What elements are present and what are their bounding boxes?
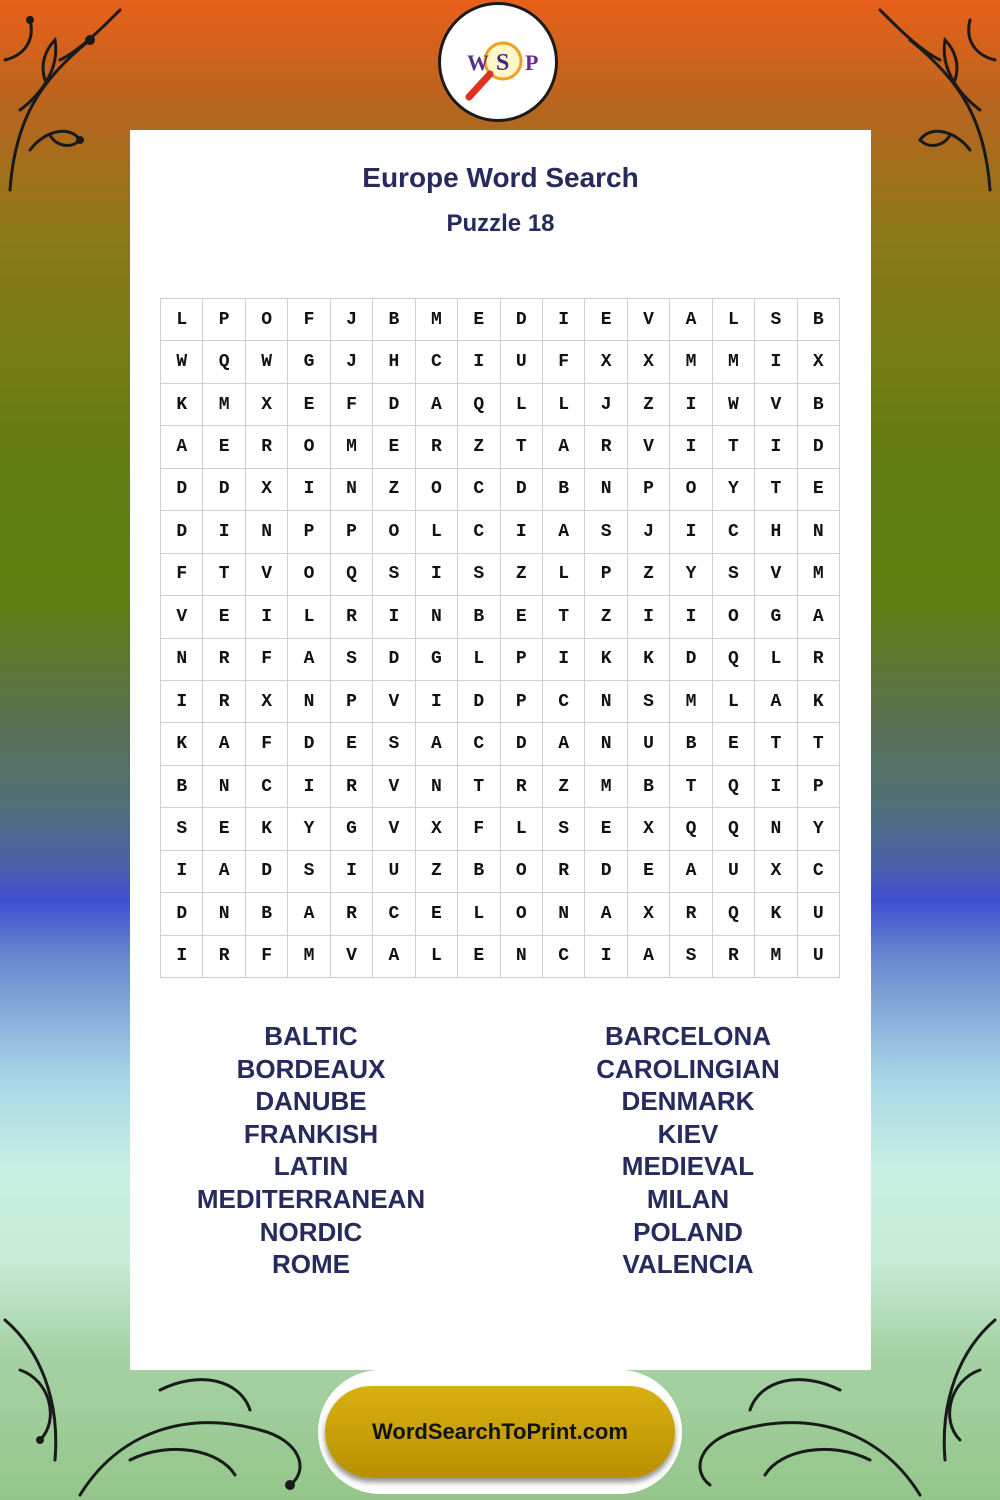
grid-cell[interactable]: L <box>288 596 330 638</box>
grid-cell[interactable]: B <box>246 893 288 935</box>
grid-cell[interactable]: X <box>585 341 627 383</box>
grid-cell[interactable]: T <box>543 596 585 638</box>
grid-cell[interactable]: X <box>416 808 458 850</box>
grid-cell[interactable]: K <box>628 639 670 681</box>
grid-cell[interactable]: K <box>246 808 288 850</box>
grid-cell[interactable]: Q <box>713 639 755 681</box>
grid-cell[interactable]: J <box>628 511 670 553</box>
grid-cell[interactable]: L <box>161 299 203 341</box>
grid-cell[interactable]: Q <box>670 808 712 850</box>
grid-cell[interactable]: A <box>161 426 203 468</box>
grid-cell[interactable]: R <box>331 596 373 638</box>
grid-cell[interactable]: X <box>246 681 288 723</box>
grid-cell[interactable]: I <box>331 851 373 893</box>
grid-cell[interactable]: R <box>713 936 755 978</box>
grid-cell[interactable]: O <box>288 426 330 468</box>
grid-cell[interactable]: G <box>755 596 797 638</box>
grid-cell[interactable]: R <box>246 426 288 468</box>
grid-cell[interactable]: E <box>203 426 245 468</box>
grid-cell[interactable]: B <box>373 299 415 341</box>
grid-cell[interactable]: N <box>416 596 458 638</box>
grid-cell[interactable]: P <box>331 511 373 553</box>
grid-cell[interactable]: N <box>246 511 288 553</box>
grid-cell[interactable]: L <box>713 681 755 723</box>
grid-cell[interactable]: D <box>161 893 203 935</box>
grid-cell[interactable]: D <box>670 639 712 681</box>
grid-cell[interactable]: B <box>458 596 500 638</box>
grid-cell[interactable]: E <box>458 936 500 978</box>
grid-cell[interactable]: A <box>288 893 330 935</box>
grid-cell[interactable]: L <box>416 936 458 978</box>
grid-cell[interactable]: Y <box>288 808 330 850</box>
grid-cell[interactable]: O <box>713 596 755 638</box>
grid-cell[interactable]: E <box>416 893 458 935</box>
wsp-logo[interactable] <box>438 2 558 122</box>
grid-cell[interactable]: U <box>501 341 543 383</box>
grid-cell[interactable]: D <box>458 681 500 723</box>
grid-cell[interactable]: J <box>331 341 373 383</box>
grid-cell[interactable]: X <box>755 851 797 893</box>
grid-cell[interactable]: M <box>331 426 373 468</box>
grid-cell[interactable]: T <box>755 469 797 511</box>
grid-cell[interactable]: I <box>203 511 245 553</box>
grid-cell[interactable]: T <box>203 554 245 596</box>
grid-cell[interactable]: P <box>585 554 627 596</box>
grid-cell[interactable]: S <box>628 681 670 723</box>
grid-cell[interactable]: A <box>670 851 712 893</box>
grid-cell[interactable]: D <box>798 426 840 468</box>
logo-letter-w: W <box>467 50 489 75</box>
grid-cell[interactable]: D <box>203 469 245 511</box>
word-item: KIEV <box>657 1118 719 1149</box>
word-item: BALTIC <box>264 1021 358 1051</box>
grid-cell[interactable]: N <box>416 766 458 808</box>
grid-cell[interactable]: I <box>288 469 330 511</box>
word-item: MEDITERRANEAN <box>196 1183 426 1214</box>
grid-cell[interactable]: C <box>458 723 500 765</box>
grid-cell[interactable]: C <box>246 766 288 808</box>
grid-cell[interactable]: A <box>288 639 330 681</box>
grid-cell[interactable]: I <box>543 639 585 681</box>
grid-cell[interactable]: E <box>203 808 245 850</box>
grid-cell[interactable]: Y <box>670 554 712 596</box>
grid-cell[interactable]: A <box>798 596 840 638</box>
grid-cell[interactable]: O <box>670 469 712 511</box>
grid-cell[interactable]: C <box>458 469 500 511</box>
grid-cell[interactable]: I <box>373 596 415 638</box>
grid-cell[interactable]: S <box>331 639 373 681</box>
grid-cell[interactable]: B <box>543 469 585 511</box>
grid-cell[interactable]: X <box>246 469 288 511</box>
grid-cell[interactable]: Z <box>585 596 627 638</box>
grid-cell[interactable]: A <box>203 723 245 765</box>
word-item: CAROLINGIAN <box>596 1053 780 1084</box>
grid-cell[interactable]: D <box>246 851 288 893</box>
grid-cell[interactable]: M <box>670 681 712 723</box>
grid-cell[interactable]: E <box>585 299 627 341</box>
grid-cell[interactable]: E <box>585 808 627 850</box>
grid-cell[interactable]: Z <box>501 554 543 596</box>
grid-cell[interactable]: S <box>373 723 415 765</box>
word-item: FRANKISH <box>243 1118 379 1149</box>
grid-cell[interactable]: V <box>246 554 288 596</box>
grid-cell[interactable]: Z <box>628 554 670 596</box>
grid-cell[interactable]: L <box>501 808 543 850</box>
grid-cell[interactable]: I <box>246 596 288 638</box>
grid-cell[interactable]: S <box>713 554 755 596</box>
grid-cell[interactable]: E <box>288 384 330 426</box>
grid-cell[interactable]: L <box>755 639 797 681</box>
grid-cell[interactable]: I <box>670 596 712 638</box>
grid-cell[interactable]: L <box>501 384 543 426</box>
grid-cell[interactable]: V <box>373 808 415 850</box>
grid-cell[interactable]: L <box>416 511 458 553</box>
grid-cell[interactable]: R <box>203 936 245 978</box>
grid-cell[interactable]: B <box>798 299 840 341</box>
grid-cell[interactable]: E <box>373 426 415 468</box>
grid-cell[interactable]: I <box>628 596 670 638</box>
grid-cell[interactable]: L <box>543 554 585 596</box>
grid-cell[interactable]: M <box>798 554 840 596</box>
grid-cell[interactable]: I <box>161 851 203 893</box>
grid-cell[interactable]: C <box>458 511 500 553</box>
grid-cell[interactable]: J <box>585 384 627 426</box>
grid-cell[interactable]: Z <box>416 851 458 893</box>
grid-cell[interactable]: V <box>628 299 670 341</box>
grid-cell[interactable]: W <box>246 341 288 383</box>
grid-cell[interactable]: L <box>458 893 500 935</box>
grid-cell[interactable]: T <box>755 723 797 765</box>
grid-cell[interactable]: F <box>331 384 373 426</box>
grid-cell[interactable]: L <box>458 639 500 681</box>
grid-cell[interactable]: I <box>755 341 797 383</box>
grid-cell[interactable]: O <box>373 511 415 553</box>
grid-cell[interactable]: N <box>585 723 627 765</box>
grid-cell[interactable]: I <box>670 511 712 553</box>
grid-cell[interactable]: X <box>628 808 670 850</box>
grid-cell[interactable]: S <box>755 299 797 341</box>
grid-cell[interactable]: P <box>288 511 330 553</box>
logo-letter-p: P <box>525 50 539 75</box>
grid-cell[interactable]: N <box>331 469 373 511</box>
grid-cell[interactable]: T <box>501 426 543 468</box>
grid-cell[interactable]: D <box>501 723 543 765</box>
grid-cell[interactable]: A <box>585 893 627 935</box>
grid-cell[interactable]: F <box>246 639 288 681</box>
word-item: BORDEAUX <box>236 1053 386 1084</box>
grid-cell[interactable]: M <box>670 341 712 383</box>
grid-cell[interactable]: D <box>373 639 415 681</box>
grid-cell[interactable]: U <box>798 936 840 978</box>
grid-cell[interactable]: R <box>798 639 840 681</box>
grid-cell[interactable]: K <box>161 723 203 765</box>
grid-cell[interactable]: N <box>161 639 203 681</box>
grid-cell[interactable]: J <box>331 299 373 341</box>
grid-cell[interactable]: G <box>416 639 458 681</box>
grid-cell[interactable]: R <box>670 893 712 935</box>
grid-cell[interactable]: R <box>331 893 373 935</box>
grid-cell[interactable]: M <box>585 766 627 808</box>
grid-cell[interactable]: Z <box>543 766 585 808</box>
puzzle-card <box>130 130 871 1370</box>
grid-cell[interactable]: G <box>288 341 330 383</box>
grid-cell[interactable]: Q <box>713 893 755 935</box>
grid-cell[interactable]: S <box>161 808 203 850</box>
grid-cell[interactable]: E <box>798 469 840 511</box>
grid-cell[interactable]: N <box>543 893 585 935</box>
grid-cell[interactable]: O <box>288 554 330 596</box>
grid-cell[interactable]: I <box>755 426 797 468</box>
grid-cell[interactable]: U <box>628 723 670 765</box>
grid-cell[interactable]: N <box>755 808 797 850</box>
grid-cell[interactable]: R <box>203 639 245 681</box>
grid-cell[interactable]: A <box>628 936 670 978</box>
ornament-top-left-icon <box>0 0 130 200</box>
grid-cell[interactable]: K <box>585 639 627 681</box>
grid-cell[interactable]: C <box>543 936 585 978</box>
grid-cell[interactable]: T <box>458 766 500 808</box>
grid-cell[interactable]: A <box>373 936 415 978</box>
word-item: MILAN <box>646 1183 730 1214</box>
grid-cell[interactable]: G <box>331 808 373 850</box>
grid-cell[interactable]: E <box>203 596 245 638</box>
word-item: BARCELONA <box>604 1021 772 1051</box>
grid-cell[interactable]: I <box>161 681 203 723</box>
grid-cell[interactable]: H <box>755 511 797 553</box>
ornament-top-right-icon <box>870 0 1000 200</box>
grid-cell[interactable]: V <box>755 554 797 596</box>
grid-cell[interactable]: C <box>373 893 415 935</box>
grid-cell[interactable]: M <box>416 299 458 341</box>
grid-cell[interactable]: V <box>755 384 797 426</box>
word-item: NORDIC <box>259 1216 363 1247</box>
grid-cell[interactable]: P <box>628 469 670 511</box>
grid-cell[interactable]: A <box>543 426 585 468</box>
grid-cell[interactable]: D <box>501 469 543 511</box>
grid-cell[interactable]: C <box>713 511 755 553</box>
grid-cell[interactable]: N <box>585 681 627 723</box>
grid-cell[interactable]: B <box>670 723 712 765</box>
grid-cell[interactable]: Y <box>713 469 755 511</box>
grid-cell[interactable]: I <box>670 384 712 426</box>
grid-cell[interactable]: M <box>288 936 330 978</box>
grid-cell[interactable]: Q <box>331 554 373 596</box>
grid-cell[interactable]: L <box>713 299 755 341</box>
grid-cell[interactable]: M <box>203 384 245 426</box>
word-item: DANUBE <box>255 1086 367 1117</box>
grid-cell[interactable]: P <box>501 639 543 681</box>
grid-cell[interactable]: X <box>628 893 670 935</box>
grid-cell[interactable]: X <box>798 341 840 383</box>
grid-cell[interactable]: K <box>161 384 203 426</box>
grid-cell[interactable]: Z <box>628 384 670 426</box>
grid-cell[interactable]: V <box>373 766 415 808</box>
grid-cell[interactable]: U <box>798 893 840 935</box>
word-item: MEDIEVAL <box>621 1151 755 1182</box>
grid-cell[interactable]: L <box>543 384 585 426</box>
grid-cell[interactable]: B <box>458 851 500 893</box>
grid-cell[interactable]: A <box>670 299 712 341</box>
grid-cell[interactable]: S <box>458 554 500 596</box>
grid-cell[interactable]: S <box>543 808 585 850</box>
grid-cell[interactable]: O <box>416 469 458 511</box>
grid-cell[interactable]: N <box>203 893 245 935</box>
grid-cell[interactable]: T <box>670 766 712 808</box>
grid-cell[interactable]: X <box>628 341 670 383</box>
grid-cell[interactable]: E <box>628 851 670 893</box>
grid-cell[interactable]: I <box>543 299 585 341</box>
grid-cell[interactable]: M <box>755 936 797 978</box>
grid-cell[interactable]: I <box>416 554 458 596</box>
grid-cell[interactable]: B <box>161 766 203 808</box>
letter-grid[interactable] <box>160 298 840 978</box>
grid-cell[interactable]: E <box>458 299 500 341</box>
grid-cell[interactable]: Q <box>713 808 755 850</box>
grid-cell[interactable]: O <box>246 299 288 341</box>
grid-cell[interactable]: C <box>798 851 840 893</box>
grid-cell[interactable]: N <box>585 469 627 511</box>
grid-cell[interactable]: R <box>585 426 627 468</box>
logo-letter-s: S <box>496 50 510 76</box>
page-title: Europe Word Search <box>362 162 639 193</box>
grid-cell[interactable]: N <box>798 511 840 553</box>
grid-cell[interactable]: D <box>501 299 543 341</box>
grid-cell[interactable]: A <box>203 851 245 893</box>
grid-cell[interactable]: D <box>161 511 203 553</box>
word-item: VALENCIA <box>622 1249 754 1280</box>
grid-cell[interactable]: V <box>331 936 373 978</box>
grid-cell[interactable]: P <box>331 681 373 723</box>
word-list-left <box>126 1020 496 1281</box>
grid-cell[interactable]: I <box>585 936 627 978</box>
grid-cell[interactable]: E <box>331 723 373 765</box>
grid-cell[interactable]: A <box>416 723 458 765</box>
grid-cell[interactable]: A <box>543 723 585 765</box>
grid-cell[interactable]: E <box>713 723 755 765</box>
grid-cell[interactable]: R <box>543 851 585 893</box>
grid-cell[interactable]: V <box>161 596 203 638</box>
grid-cell[interactable]: D <box>585 851 627 893</box>
grid-cell[interactable]: N <box>288 681 330 723</box>
grid-cell[interactable]: A <box>755 681 797 723</box>
grid-cell[interactable]: S <box>585 511 627 553</box>
grid-cell[interactable]: W <box>161 341 203 383</box>
grid-cell[interactable]: O <box>501 851 543 893</box>
grid-cell[interactable]: U <box>373 851 415 893</box>
grid-cell[interactable]: I <box>161 936 203 978</box>
grid-cell[interactable]: I <box>670 426 712 468</box>
magnifier-icon <box>441 5 555 119</box>
grid-cell[interactable]: N <box>501 936 543 978</box>
grid-cell[interactable]: V <box>628 426 670 468</box>
grid-cell[interactable]: O <box>501 893 543 935</box>
grid-cell[interactable]: W <box>713 384 755 426</box>
grid-cell[interactable]: U <box>713 851 755 893</box>
grid-cell[interactable]: S <box>373 554 415 596</box>
grid-cell[interactable]: R <box>331 766 373 808</box>
grid-cell[interactable]: I <box>288 766 330 808</box>
grid-cell[interactable]: Q <box>458 384 500 426</box>
grid-cell[interactable]: A <box>416 384 458 426</box>
grid-cell[interactable]: K <box>798 681 840 723</box>
grid-cell[interactable]: T <box>798 723 840 765</box>
grid-cell[interactable]: D <box>373 384 415 426</box>
word-list-right <box>503 1020 873 1281</box>
grid-cell[interactable]: F <box>246 936 288 978</box>
grid-cell[interactable]: F <box>246 723 288 765</box>
grid-cell[interactable]: A <box>543 511 585 553</box>
grid-cell[interactable]: H <box>373 341 415 383</box>
grid-cell[interactable]: F <box>288 299 330 341</box>
grid-cell[interactable]: Y <box>798 808 840 850</box>
grid-cell[interactable]: R <box>203 681 245 723</box>
grid-cell[interactable]: Q <box>203 341 245 383</box>
grid-cell[interactable]: R <box>501 766 543 808</box>
word-item: POLAND <box>633 1216 743 1247</box>
grid-cell[interactable]: F <box>161 554 203 596</box>
grid-cell[interactable]: I <box>416 681 458 723</box>
grid-cell[interactable]: B <box>628 766 670 808</box>
grid-cell[interactable]: B <box>798 384 840 426</box>
grid-cell[interactable]: Q <box>713 766 755 808</box>
grid-cell[interactable]: Z <box>458 426 500 468</box>
grid-cell[interactable]: N <box>203 766 245 808</box>
grid-cell[interactable]: P <box>501 681 543 723</box>
grid-cell[interactable]: S <box>288 851 330 893</box>
grid-cell[interactable]: S <box>670 936 712 978</box>
grid-cell[interactable]: C <box>416 341 458 383</box>
grid-cell[interactable]: I <box>501 511 543 553</box>
word-item: DENMARK <box>621 1086 755 1117</box>
grid-cell[interactable]: I <box>755 766 797 808</box>
grid-cell[interactable]: P <box>798 766 840 808</box>
puzzle-number: Puzzle 18 <box>446 210 555 237</box>
grid-cell[interactable]: K <box>755 893 797 935</box>
grid-cell[interactable]: T <box>713 426 755 468</box>
grid-cell[interactable]: V <box>373 681 415 723</box>
grid-cell[interactable]: E <box>501 596 543 638</box>
grid-cell[interactable]: R <box>416 426 458 468</box>
grid-cell[interactable]: D <box>161 469 203 511</box>
grid-cell[interactable]: Z <box>373 469 415 511</box>
grid-cell[interactable]: C <box>543 681 585 723</box>
grid-cell[interactable]: I <box>458 341 500 383</box>
grid-cell[interactable]: F <box>543 341 585 383</box>
grid-cell[interactable]: D <box>288 723 330 765</box>
word-item: ROME <box>272 1249 350 1280</box>
word-item: LATIN <box>273 1151 349 1182</box>
grid-cell[interactable]: M <box>713 341 755 383</box>
grid-cell[interactable]: P <box>203 299 245 341</box>
site-link-button[interactable]: WordSearchToPrint.com <box>325 1386 675 1478</box>
grid-cell[interactable]: X <box>246 384 288 426</box>
grid-cell[interactable]: F <box>458 808 500 850</box>
